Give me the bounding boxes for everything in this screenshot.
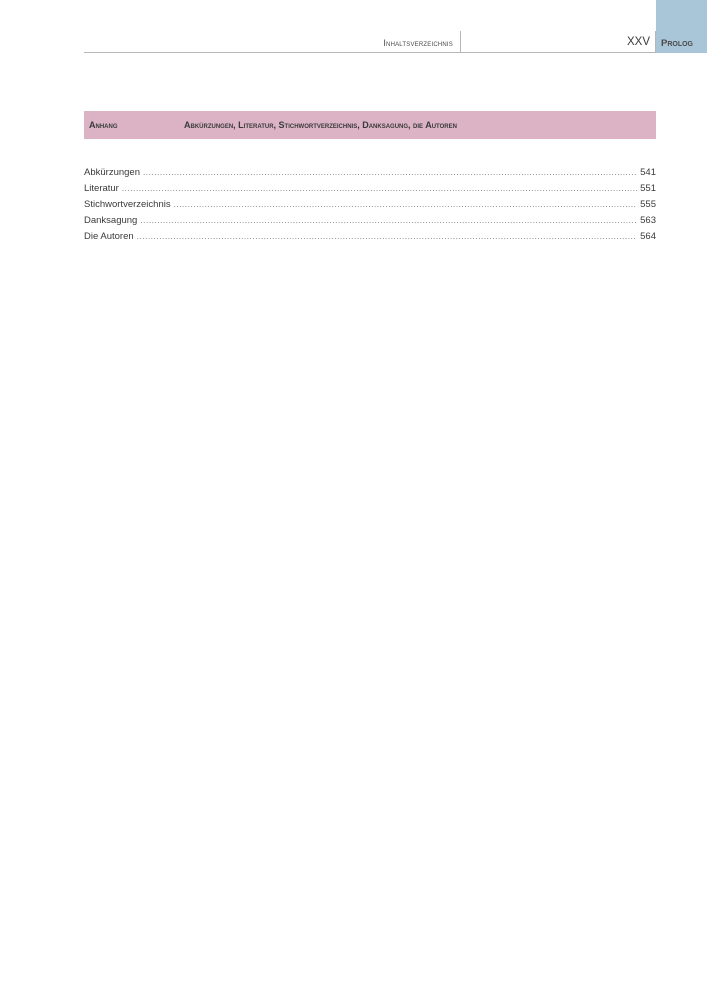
toc-entry-title: Literatur xyxy=(84,183,119,194)
toc-entry-page: 541 xyxy=(640,167,656,178)
toc-entry[interactable] xyxy=(84,183,656,199)
toc-entry-title: Danksagung xyxy=(84,215,138,226)
toc-leader-dots xyxy=(143,168,637,177)
part-label: Anhang xyxy=(89,120,118,130)
running-title: Inhaltsverzeichnis xyxy=(383,38,453,48)
toc-entry[interactable] xyxy=(84,215,656,231)
header-divider xyxy=(460,31,461,53)
toc-entry-title: Abkürzungen xyxy=(84,167,140,178)
toc-entry-title: Stichwortverzeichnis xyxy=(84,199,171,210)
toc-leader-dots xyxy=(140,216,637,225)
toc-entry[interactable] xyxy=(84,231,656,247)
toc-entry-page: 551 xyxy=(640,183,656,194)
section-tab-label: Prolog xyxy=(661,38,694,49)
toc-leader-dots xyxy=(122,184,637,193)
toc-entry-page: 555 xyxy=(640,199,656,210)
part-heading-bar xyxy=(84,111,656,139)
page-number: XXV xyxy=(626,36,650,48)
toc-entry-title: Die Autoren xyxy=(84,231,134,242)
toc-entry-page: 563 xyxy=(640,215,656,226)
header-rule xyxy=(84,52,656,53)
toc-entry[interactable] xyxy=(84,167,656,183)
header-divider xyxy=(655,31,656,53)
toc-entry[interactable] xyxy=(84,199,656,215)
part-title: Abkürzungen, Literatur, Stichwortverzeichnis, Danksagung, die Autoren xyxy=(184,120,457,130)
toc-leader-dots xyxy=(174,200,638,209)
toc-leader-dots xyxy=(137,232,637,241)
toc-entry-page: 564 xyxy=(640,231,656,242)
table-of-contents xyxy=(84,167,656,247)
